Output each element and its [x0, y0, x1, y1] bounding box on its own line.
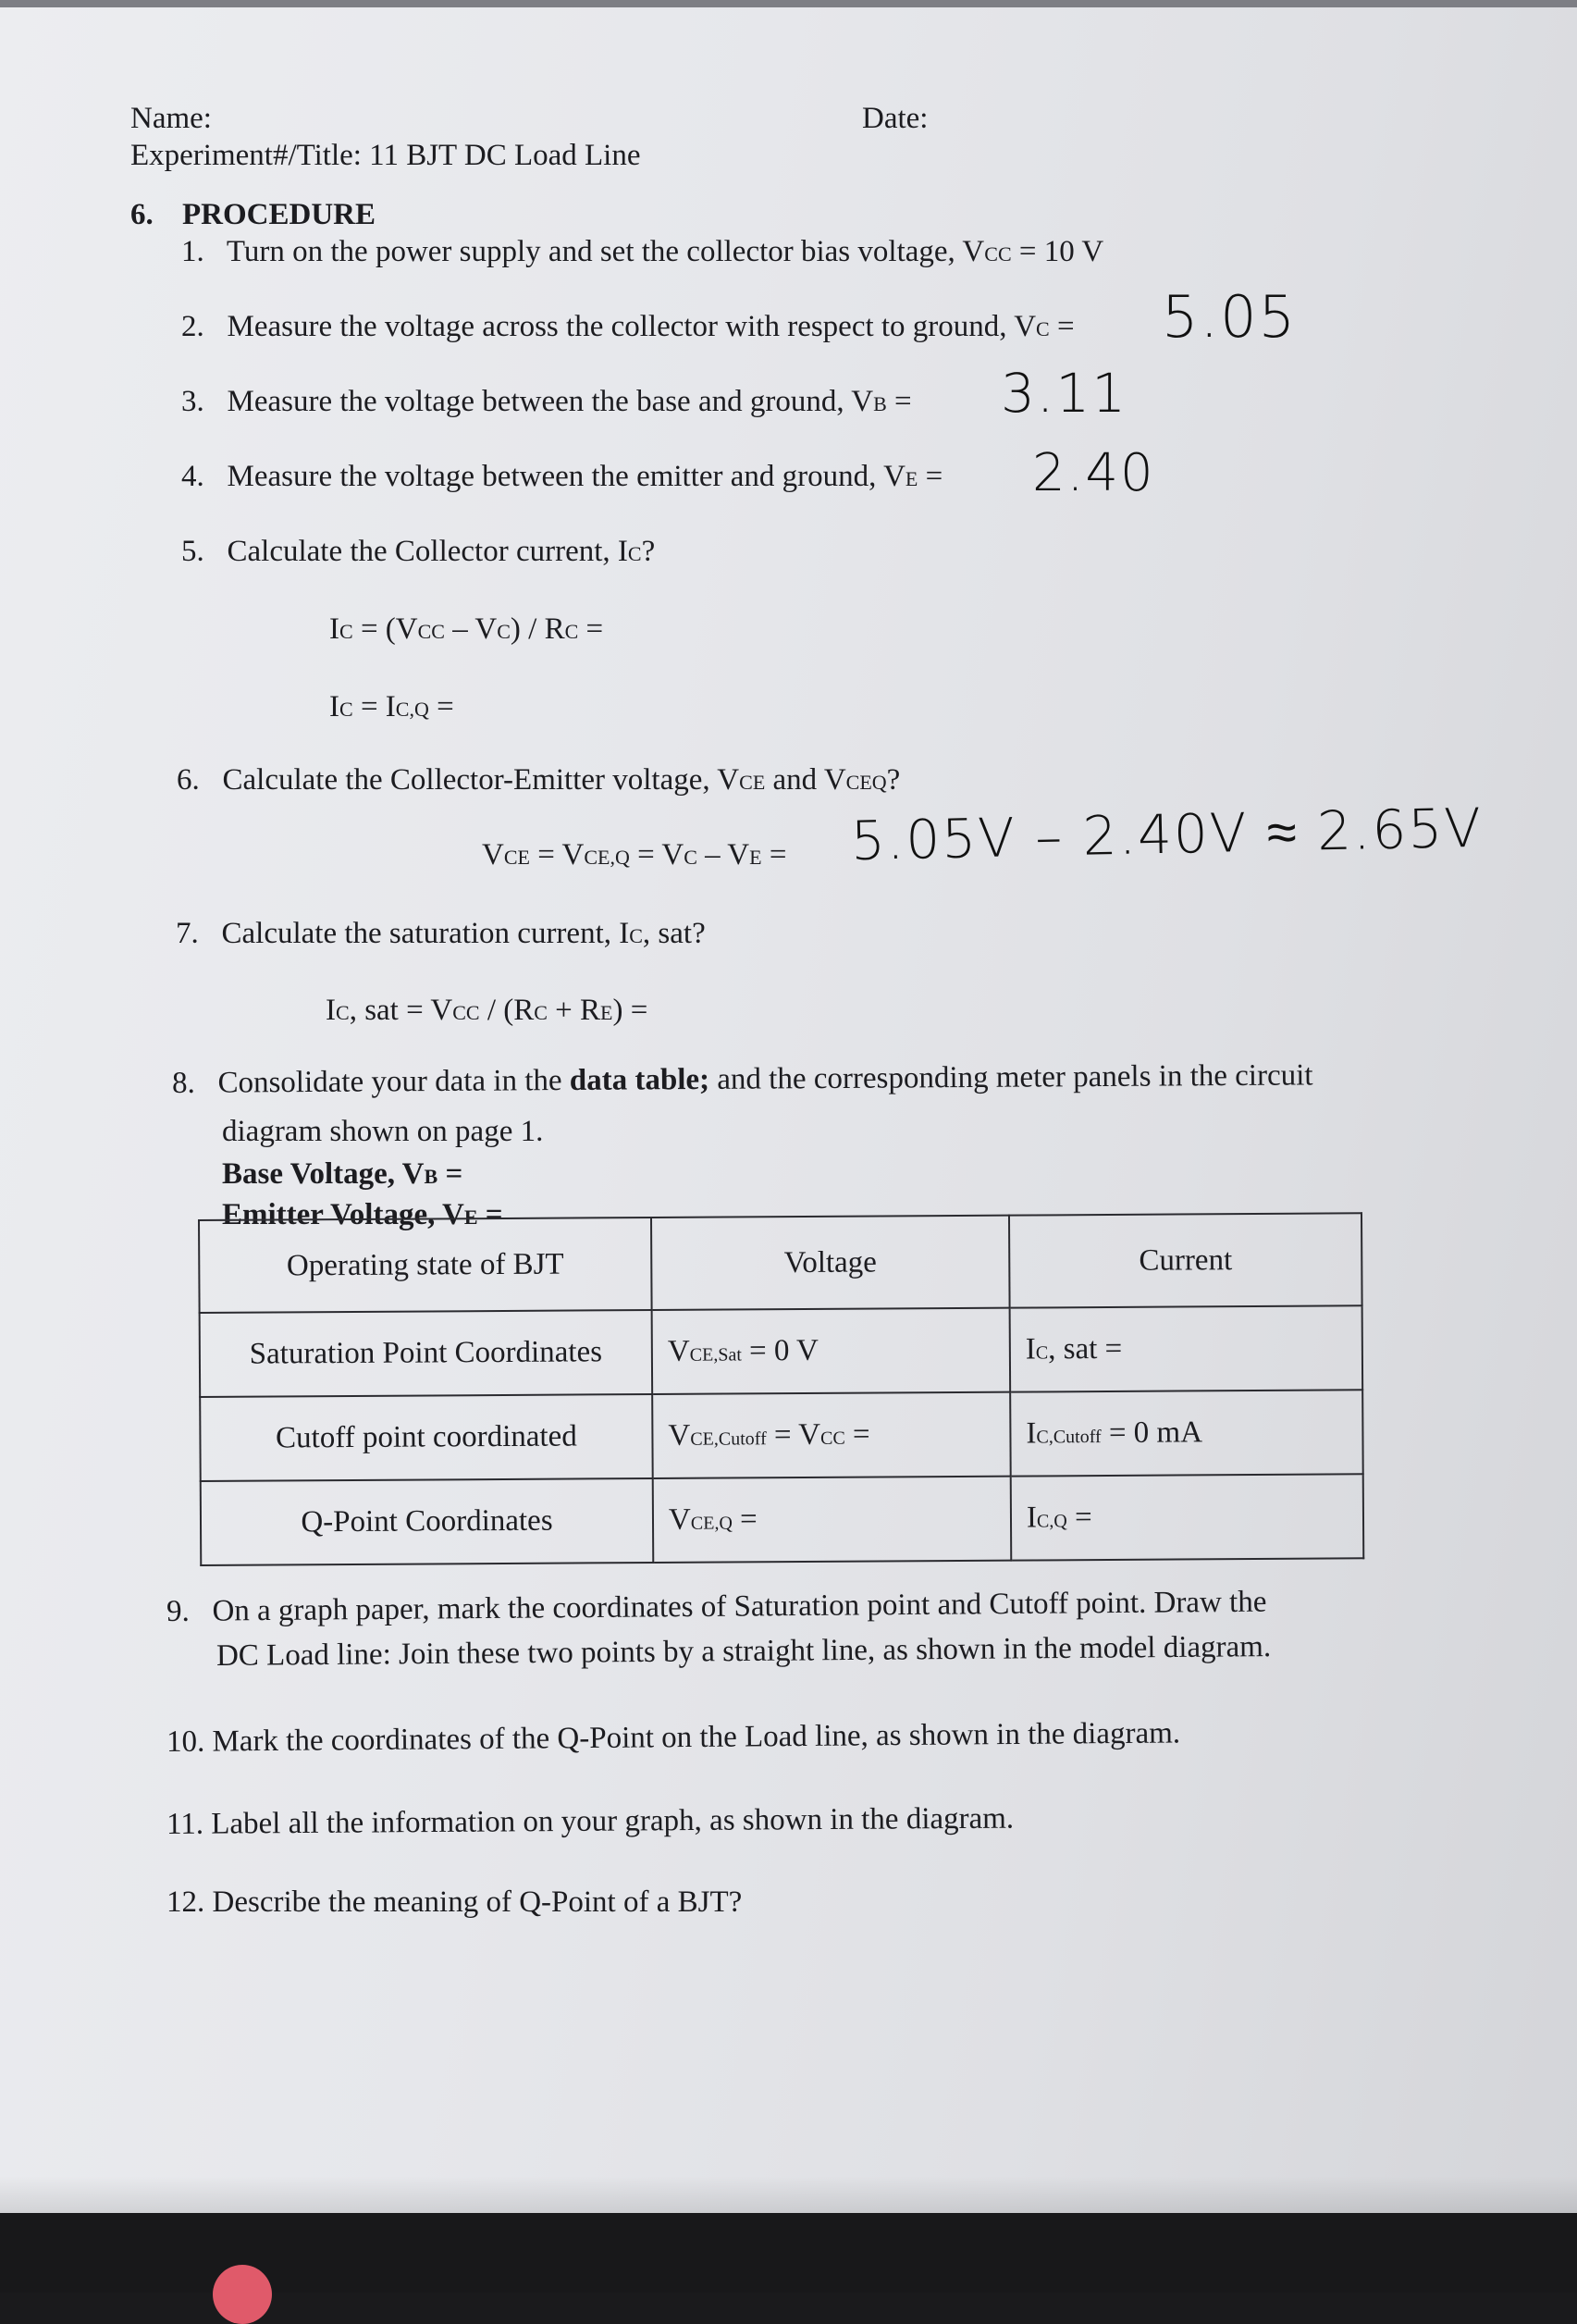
cut-i-tail: = 0 mA [1101, 1415, 1203, 1451]
base-voltage-equals: = [437, 1157, 463, 1191]
table-row [201, 1474, 1364, 1565]
eq2-equals: = [428, 690, 454, 723]
sat-v: V [667, 1334, 690, 1368]
step-7 [176, 919, 706, 949]
step-9-number: 9. [166, 1594, 190, 1628]
saturation-current-equation [326, 995, 647, 1026]
step-10-text: Mark the coordinates of the Q-Point on the Load line, as shown in the diagram. [212, 1716, 1181, 1759]
step-4-handwritten-answer: 2.40 [1032, 443, 1155, 503]
row-qpoint-voltage[interactable] [653, 1477, 1012, 1563]
table-row [200, 1305, 1363, 1397]
step-3-handwritten-answer: 3.11 [1001, 362, 1128, 425]
cut-v-mid: = V [766, 1417, 821, 1452]
step-7-tail: , sat? [642, 917, 706, 950]
row-cutoff-current[interactable] [1010, 1390, 1363, 1476]
step-2-text: Measure the voltage across the collector with respect to ground, V [227, 310, 1037, 343]
header-operating-state: Operating state of BJT [199, 1218, 652, 1313]
q-v-sub: CE,Q [690, 1513, 733, 1534]
eq-vc2-sub: C [684, 846, 697, 869]
step-2-sub: C [1036, 317, 1050, 340]
step-3-sub: B [873, 392, 887, 415]
sat-i: I [1025, 1332, 1036, 1366]
eq-vc2: = V [629, 838, 684, 872]
step-2 [181, 312, 1075, 342]
cut-v-tail: = [844, 1417, 870, 1452]
step-4-sub: E [905, 467, 918, 490]
q-v-tail: = [732, 1502, 758, 1537]
step-1-tail: = 10 V [1011, 235, 1104, 268]
eq-ve-sub: E [749, 846, 762, 869]
header-voltage: Voltage [651, 1216, 1010, 1310]
sat-v-sub: CE,Sat [689, 1344, 742, 1366]
step-8-line-1 [172, 1060, 1313, 1099]
table-header-row [199, 1213, 1362, 1313]
section-number: 6. [130, 198, 154, 231]
cut-i-sub: C,Cutoff [1036, 1427, 1102, 1448]
eq2-icq-sub: C,Q [395, 698, 429, 721]
eq-sat-re: + R [547, 994, 601, 1027]
sat-v-tail: = 0 V [741, 1333, 819, 1368]
step-5-sub: C [627, 542, 642, 565]
step-6-number: 6. [177, 763, 200, 797]
q-v: V [668, 1502, 691, 1537]
row-cutoff-state: Cutoff point coordinated [200, 1394, 653, 1481]
row-saturation-state: Saturation Point Coordinates [200, 1310, 653, 1397]
base-voltage-label [222, 1159, 462, 1190]
eq-vcc-sub: CC [417, 620, 445, 643]
step-6-mid: and V [765, 763, 846, 797]
step-4-text: Measure the voltage between the emitter and ground, V [227, 460, 906, 493]
eq-vceq: = V [529, 838, 585, 872]
eq-equals: = [578, 612, 604, 646]
step-9-line-2: DC Load line: Join these two points by a straight line, as shown in the model diagram. [216, 1630, 1272, 1673]
row-saturation-voltage[interactable] [652, 1308, 1011, 1394]
q-i: I [1026, 1501, 1038, 1535]
step-7-number: 7. [176, 917, 199, 950]
eq-sat-vcc-sub: CC [452, 1001, 480, 1024]
eq-sat-rc-sub: C [534, 1001, 548, 1024]
eq-vceq-sub: CE,Q [584, 846, 630, 869]
cut-i: I [1026, 1416, 1037, 1451]
eq-rc: ) / R [510, 612, 565, 646]
eq-vc: – V [444, 612, 498, 646]
vce-equation [482, 840, 786, 871]
step-3-tail: = [886, 385, 912, 418]
step-5-text: Calculate the Collector current, I [227, 535, 628, 568]
eq-vce: V [482, 838, 504, 872]
step-1-text: Turn on the power supply and set the collector bias voltage, V [226, 235, 985, 268]
eq-vce-sub: CE [503, 846, 530, 869]
step-6 [177, 765, 900, 796]
row-qpoint-state: Q-Point Coordinates [201, 1478, 654, 1565]
eq-sat-vcc: , sat = V [349, 994, 453, 1027]
eq-sat-re-sub: E [600, 1001, 613, 1024]
step-9-text-1: On a graph paper, mark the coordinates of Saturation point and Cutoff point. Draw the [212, 1585, 1267, 1628]
step-10 [166, 1718, 1180, 1758]
step-6-sub2: CEQ [845, 771, 887, 794]
step-1-sub: CC [984, 242, 1012, 266]
eq-sat-rc: / (R [479, 994, 535, 1027]
row-cutoff-voltage[interactable] [652, 1392, 1011, 1478]
emitter-voltage-sub: E [463, 1205, 478, 1229]
step-8-number: 8. [171, 1066, 195, 1100]
step-2-number: 2. [181, 310, 204, 343]
step-5-tail: ? [641, 535, 656, 568]
step-11-number: 11. [166, 1807, 204, 1841]
step-3 [181, 387, 912, 417]
q-i-sub: C,Q [1036, 1511, 1067, 1532]
step-9-line-1 [166, 1585, 1267, 1628]
emitter-voltage-equals: = [477, 1198, 503, 1231]
icq-equation [329, 692, 454, 723]
step-2-handwritten-answer: 5.05 [1162, 283, 1298, 351]
base-voltage-sub: B [424, 1165, 438, 1188]
date-label: Date: [862, 102, 929, 135]
eq-rc-sub: C [564, 620, 579, 643]
step-5-number: 5. [181, 535, 204, 568]
row-qpoint-current[interactable] [1011, 1474, 1364, 1560]
app-circle-icon [213, 2265, 272, 2324]
eq-vce-equals: = [761, 838, 787, 872]
cut-v-sub: CE,Cutoff [690, 1428, 767, 1450]
step-12-text: Describe the meaning of Q-Point of a BJT? [212, 1885, 743, 1919]
base-voltage-text: Base Voltage, V [222, 1157, 425, 1191]
step-3-text: Measure the voltage between the base and ground, V [227, 385, 874, 418]
step-7-sub: C [629, 924, 643, 947]
collector-current-equation [329, 614, 603, 645]
data-table [198, 1212, 1364, 1566]
step-6-text: Calculate the Collector-Emitter voltage, V [222, 763, 740, 797]
step-2-tail: = [1049, 310, 1075, 343]
sat-i-tail: , sat = [1048, 1331, 1123, 1366]
section-title: PROCEDURE [182, 198, 376, 231]
step-8-line-2: diagram shown on page 1. [222, 1115, 544, 1148]
header-current: Current [1009, 1213, 1362, 1307]
eq-ic: I [329, 612, 339, 646]
step-8-text-b: and the corresponding meter panels in the circuit [708, 1058, 1313, 1096]
eq-ic-sat: I [326, 994, 336, 1027]
eq-ic-sat-sub: C [336, 1001, 350, 1024]
q-i-tail: = [1066, 1501, 1092, 1535]
step-4-number: 4. [181, 460, 204, 493]
eq-sat-equals: ) = [612, 994, 648, 1027]
eq2-ic: I [329, 690, 339, 723]
step-10-number: 10. [166, 1724, 205, 1759]
step-12 [166, 1887, 742, 1918]
step-6-tail: ? [886, 763, 901, 797]
step-3-number: 3. [181, 385, 204, 418]
step-1 [181, 237, 1103, 267]
row-saturation-current[interactable] [1010, 1305, 1363, 1391]
emitter-voltage-text: Emitter Voltage, V [222, 1198, 464, 1231]
experiment-title: Experiment#/Title: 11 BJT DC Load Line [130, 139, 641, 172]
eq-ic-sub: C [339, 620, 353, 643]
cut-v: V [668, 1418, 691, 1452]
step-7-text: Calculate the saturation current, I [221, 917, 630, 950]
eq2-icq: = I [352, 690, 396, 723]
step-5 [181, 537, 655, 567]
eq-ve: – V [696, 838, 750, 872]
eq2-ic-sub: C [339, 698, 353, 721]
step-6-handwritten-answer: 5.05V – 2.40V ≈ 2.65V [850, 796, 1484, 872]
step-8-bold: data table; [569, 1062, 710, 1097]
eq-vc-sub: C [497, 620, 511, 643]
step-4 [181, 462, 943, 492]
step-11-text: Label all the information on your graph, as shown in the diagram. [211, 1801, 1015, 1841]
step-6-sub: CE [739, 771, 766, 794]
eq-vcc: = (V [352, 612, 418, 646]
step-4-tail: = [918, 460, 943, 493]
table-row [200, 1390, 1363, 1481]
step-8-text-a: Consolidate your data in the [217, 1063, 570, 1100]
cut-v-sub2: CC [820, 1428, 845, 1449]
step-1-number: 1. [181, 235, 204, 268]
step-12-number: 12. [166, 1885, 205, 1919]
step-11 [166, 1801, 1015, 1841]
sat-i-sub: C [1035, 1342, 1049, 1364]
name-label: Name: [130, 102, 212, 135]
